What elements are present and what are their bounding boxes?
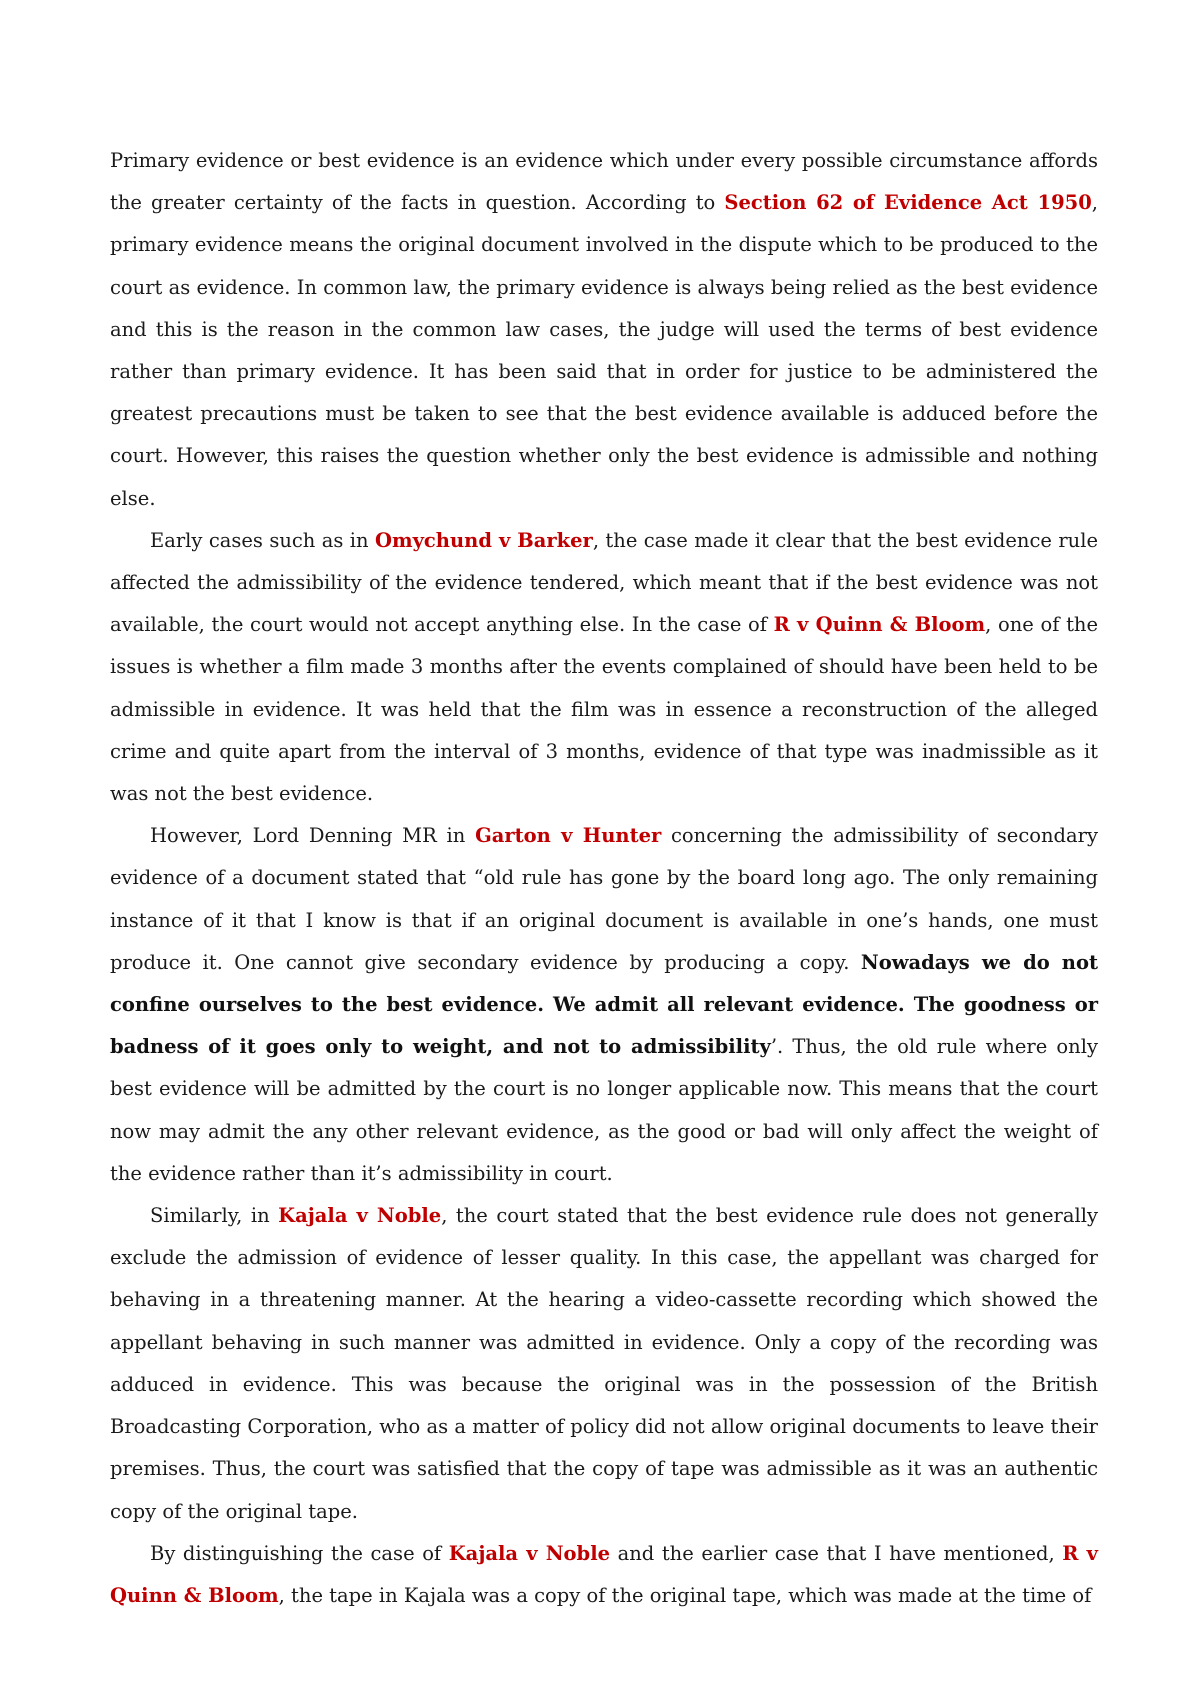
bold-quote: Nowadays we do not confine ourselves to the best evidence. We admit all relevant evidence. The goodness or badness of it goes only to weight, and not to admissibility [110,950,1098,1059]
text: , one of the issues is whether a film made 3 months after the events complained of should have been held to be admissible in evidence. It was held that the film was in essence a reconstruction of the alleged crime and quite apart from the interval of 3 months, evidence of that type was inadmissible as it was not the best evidence. [110,613,1099,806]
text: and the earlier case that I have mentioned, [610,1541,1063,1565]
case-reference: Kajala v Noble [448,1541,611,1565]
text: , the case made it clear that the best evidence rule affected the admissibility of the evidence tendered, which meant that if the best evidence was not available, the court would not accept anything else. In the case of [110,528,1098,637]
case-reference: R v Quinn & Bloom [773,613,986,637]
case-reference: Omychund v Barker [374,528,593,552]
statute-reference: Section 62 of Evidence Act 1950 [724,191,1092,215]
paragraph-lord-denning [110,815,1098,1195]
text: , the tape in Kajala was a copy of the original tape, which was made at the time of [278,1583,1092,1607]
case-reference: Kajala v Noble [278,1204,442,1228]
paragraph-distinguishing [110,1533,1098,1617]
text: concerning the admissibility of secondary evidence of a document stated that “old rule has gone by the board long ago. The only remaining instance of it that I know is that if an original document is available in one’s hands, one must produce it. One cannot give secondary evidence by producing a copy. [110,824,1098,974]
text: Early cases such as in [150,528,375,552]
document-page [110,140,1098,1617]
text: , the court stated that the best evidence rule does not generally exclude the admission of evidence of lesser quality. In this case, the appellant was charged for behaving in a threatening manner. At the hearing a video-cassette recording which showed the appellant behaving in such manner was admitted in evidence. Only a copy of the recording was adduced in evidence. This was because the original was in the possession of the British Broadcasting Corporation, who as a matter of policy did not allow original documents to leave their premises. Thus, the court was satisfied that the copy of tape was admissible as it was an authentic copy of the original tape. [110,1204,1098,1523]
case-reference: R v Quinn & Bloom [110,1541,1098,1607]
text: ’. Thus, the old rule where only best evidence will be admitted by the court is no longer applicable now. This means that the court now may admit the any other relevant evidence, as the good or bad will only affect the weight of the evidence rather than it’s admissibility in court. [110,1035,1098,1185]
text: However, Lord Denning MR in [150,824,476,848]
text: Primary evidence or best evidence is an evidence which under every possible circumstance affords the greater certainty of the facts in question. According to [110,149,1098,215]
case-reference: Garton v Hunter [475,824,662,848]
paragraph-primary-evidence [110,140,1098,520]
paragraph-kajala [110,1195,1098,1533]
text: By distinguishing the case of [150,1541,449,1565]
text: Similarly, in [150,1204,279,1228]
paragraph-early-cases [110,520,1098,815]
text: , primary evidence means the original document involved in the dispute which to be produced to the court as evidence. In common law, the primary evidence is always being relied as the best evidence and this is the reason in the common law cases, the judge will used the terms of best evidence rather than primary evidence. It has been said that in order for justice to be administered the greatest precautions must be taken to see that the best evidence available is adduced before the court. However, this raises the question whether only the best evidence is admissible and nothing else. [110,191,1098,510]
